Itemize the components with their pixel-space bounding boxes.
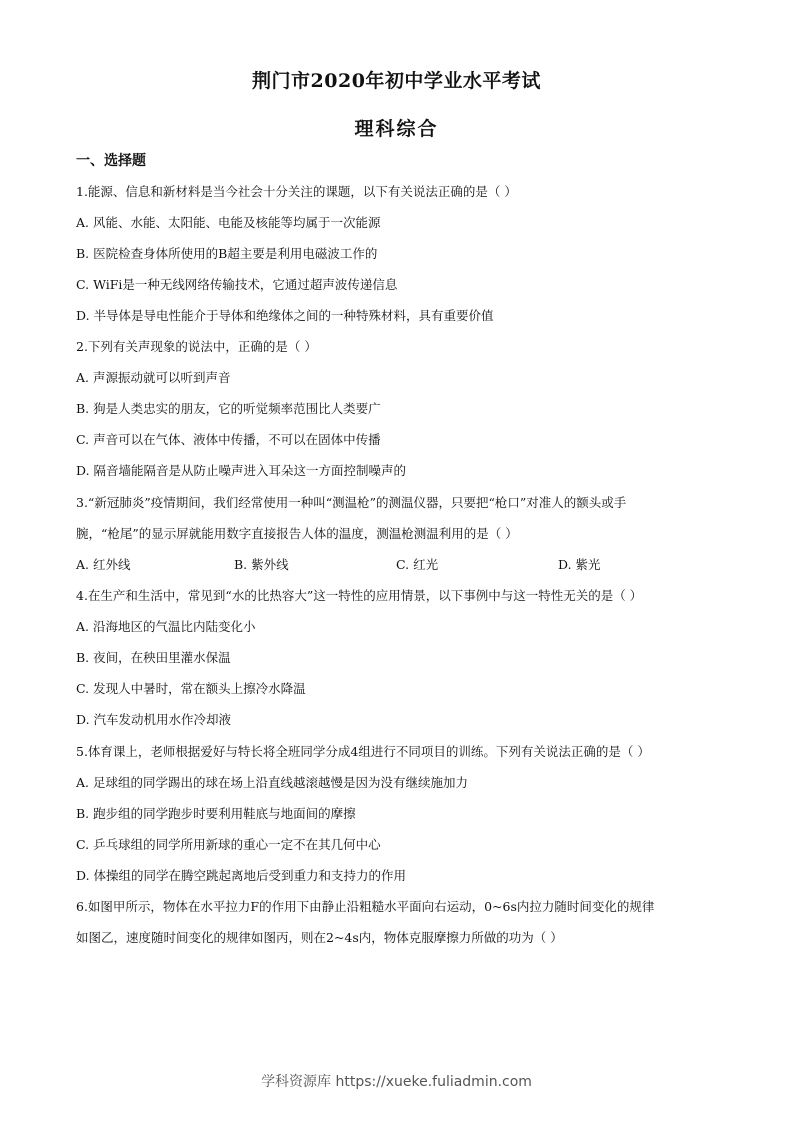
- exam-title: 荆门市2020年初中学业水平考试: [252, 70, 541, 92]
- q5-stem: 5.体育课上，老师根据爱好与特长将全班同学分成4组进行不同项目的训练。下列有关说法正确的是（ ）: [76, 744, 650, 759]
- q6-stem-line1: 6.如图甲所示，物体在水平拉力F的作用下由静止沿粗糙水平面向右运动，0~6s内拉力随时间变化的规律: [76, 899, 655, 914]
- q2-option-b: B. 狗是人类忠实的朋友，它的听觉频率范围比人类要广: [76, 401, 381, 416]
- q4-stem: 4.在生产和生活中，常见到“水的比热容大”这一特性的应用情景，以下事例中与这一特性无关的是（ ）: [76, 588, 643, 603]
- q4-option-b: B. 夜间，在秧田里灌水保温: [76, 650, 231, 665]
- q3-options: [76, 556, 716, 574]
- q5-option-b: B. 跑步组的同学跑步时要利用鞋底与地面间的摩擦: [76, 806, 356, 821]
- q3-stem-line1: 3.“新冠肺炎”疫情期间，我们经常使用一种叫“测温枪”的测温仪器，只要把“枪口”对准人的额头或手: [76, 495, 627, 510]
- q2-option-d: D. 隔音墙能隔音是从防止噪声进入耳朵这一方面控制噪声的: [76, 463, 407, 478]
- q1-stem: 1.能源、信息和新材料是当今社会十分关注的课题，以下有关说法正确的是（ ）: [76, 184, 517, 199]
- q3-option-a: A. 红外线: [76, 557, 131, 572]
- q3-option-d: D. 紫光: [558, 557, 601, 572]
- q5-option-a: A. 足球组的同学踢出的球在场上沿直线越滚越慢是因为没有继续施加力: [76, 775, 468, 790]
- q4-option-d: D. 汽车发动机用水作冷却液: [76, 712, 232, 727]
- q3-stem-line2: 腕，“枪尾”的显示屏就能用数字直接报告人体的温度，测温枪测温利用的是（ ）: [76, 526, 518, 541]
- q1-option-d: D. 半导体是导电性能介于导体和绝缘体之间的一种特殊材料，具有重要价值: [76, 308, 494, 323]
- q1-option-a: A. 风能、水能、太阳能、电能及核能等均属于一次能源: [76, 215, 381, 230]
- watermark-footer: 学科资源库 https://xueke.fuliadmin.com: [261, 1074, 532, 1090]
- q4-option-a: A. 沿海地区的气温比内陆变化小: [76, 619, 256, 634]
- q2-stem: 2.下列有关声现象的说法中，正确的是（ ）: [76, 339, 317, 354]
- exam-subtitle: 理科综合: [354, 118, 439, 140]
- q1-option-c: C. WiFi是一种无线网络传输技术，它通过超声波传递信息: [76, 277, 398, 292]
- q2-option-c: C. 声音可以在气体、液体中传播，不可以在固体中传播: [76, 432, 381, 447]
- q5-option-d: D. 体操组的同学在腾空跳起离地后受到重力和支持力的作用: [76, 868, 407, 883]
- q6-stem-line2: 如图乙，速度随时间变化的规律如图丙，则在2~4s内，物体克服摩擦力所做的功为（ ）: [76, 930, 563, 945]
- q2-option-a: A. 声源振动就可以听到声音: [76, 370, 231, 385]
- q4-option-c: C. 发现人中暑时，常在额头上擦冷水降温: [76, 681, 306, 696]
- q3-option-b: B. 紫外线: [234, 557, 289, 572]
- q3-option-c: C. 红光: [396, 557, 439, 572]
- section-heading: 一、选择题: [76, 153, 146, 169]
- q1-option-b: B. 医院检查身体所使用的B超主要是利用电磁波工作的: [76, 246, 378, 261]
- q5-option-c: C. 乒乓球组的同学所用新球的重心一定不在其几何中心: [76, 837, 381, 852]
